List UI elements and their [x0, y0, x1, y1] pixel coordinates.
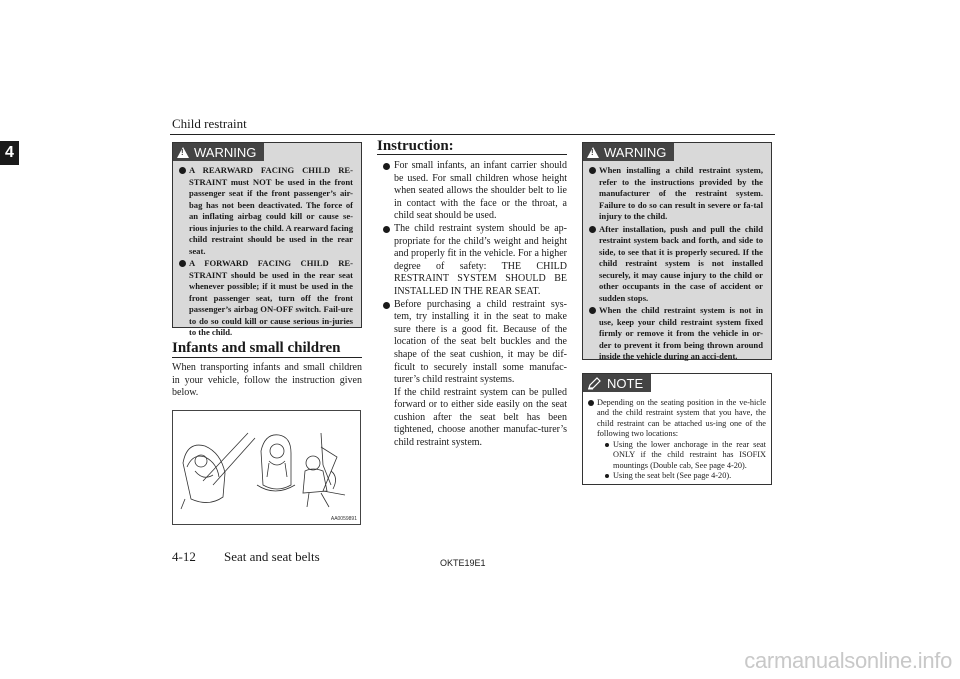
- note-box: [582, 373, 772, 485]
- bullet-icon: [179, 260, 186, 267]
- list-item: Before purchasing a child restraint sys-tem, try installing it in the seat to make sure there is a good fit. Because of the location of the seat belt buckles and the shape of the seat cushion, it may be dif-ficult to securely install some manufac-turer’s child restraint systems.: [380, 299, 567, 387]
- section-rule: [172, 357, 362, 358]
- warning-title: WARNING: [604, 144, 667, 160]
- list-item: When the child restraint system is not in use, keep your child restraint system fixed firmly or remove it from the vehicle in or-der to prevent it from being thrown around inside the vehicle during an acci-dent.: [583, 305, 771, 363]
- bullet-icon: [383, 302, 390, 309]
- child-seat-illustration: [172, 410, 361, 525]
- bullet-icon: [589, 226, 596, 233]
- infants-paragraph: When transporting infants and small children in your vehicle, follow the instruction given below.: [172, 362, 362, 399]
- warning-header: [583, 143, 674, 161]
- warning-title: WARNING: [194, 144, 257, 160]
- instruction-continuation: If the child restraint system can be pulled forward or to either side easily on the seat cushion after the seat belt has been tightened, choose another manufac-turer’s child restraint system.: [394, 386, 567, 449]
- warning-icon: [177, 147, 189, 158]
- footer-chapter-title: Seat and seat belts: [224, 549, 320, 564]
- sub-bullet-icon: [605, 443, 609, 447]
- sub-list-item: Using the lower anchorage in the rear seat ONLY if the child restraint has ISOFIX mountings (Double cab, See page 4-20).: [583, 440, 771, 471]
- warning-body: [173, 165, 361, 340]
- sub-bullet-icon: [605, 474, 609, 478]
- warning-icon: [587, 147, 599, 158]
- sub-list-item: Using the seat belt (See page 4-20).: [583, 471, 771, 481]
- left-warning-box: [172, 142, 362, 337]
- bullet-icon: [588, 400, 594, 406]
- bullet-icon: [383, 163, 390, 170]
- list-item: For small infants, an infant carrier should be used. For small children whose height when seated allows the shoulder belt to lie in contact with the face or the throat, a child seat should be used.: [380, 160, 567, 223]
- watermark: carmanualsonline.info: [744, 648, 952, 673]
- list-item: A FORWARD FACING CHILD RE-STRAINT should be used in the rear seat whenever possible; if it must be used in the front passenger seat, turn off the front passenger’s airbag ON-OFF switch. Fail-ure to do so could kill or cause serious in-juries to the child.: [173, 258, 361, 339]
- header-rule: [170, 134, 775, 135]
- bullet-icon: [179, 167, 186, 174]
- section-rule: [377, 154, 567, 155]
- footer-page-number: 4-12: [172, 549, 196, 564]
- note-title: NOTE: [607, 375, 644, 391]
- bullet-icon: [589, 167, 596, 174]
- list-item: Depending on the seating position in the ve-hicle and the child restraint system that you have, the child restraint can be attached us-ing one of the following two locations:: [583, 398, 771, 439]
- note-header: [583, 374, 651, 392]
- section-title: Child restraint: [172, 116, 247, 131]
- bullet-icon: [589, 307, 596, 314]
- instruction-text: [380, 160, 567, 450]
- list-item: When installing a child restraint system, refer to the instructions provided by the manufacturer of the restraint system. Failure to do so can result in severe or fa-tal injury to the child.: [583, 165, 771, 223]
- figure-label: AA0059891: [330, 516, 357, 522]
- note-body: [583, 398, 771, 481]
- note-pencil-icon: [587, 377, 601, 390]
- section-heading-infants: Infants and small children: [172, 340, 341, 356]
- warning-header: [173, 143, 264, 161]
- list-item: A REARWARD FACING CHILD RE-STRAINT must NOT be used in the front passenger seat if the front passenger’s air-bag has not been deactivated. The force of an inflating airbag could kill or cause se-rious injuries to the child. A rearward facing child restraint should be used in the rear seat.: [173, 165, 361, 257]
- chapter-tab: 4: [0, 141, 19, 165]
- list-item: The child restraint system should be ap-propriate for the child’s weight and height and properly fit in the vehicle. For a higher degree of safety: THE CHILD RESTRAINT SYSTEM SHOULD BE INSTALLED IN THE REAR SEAT.: [380, 223, 567, 299]
- warning-body: [583, 165, 771, 364]
- section-heading-instruction: Instruction:: [377, 138, 454, 154]
- child-seat-drawing: [173, 411, 360, 524]
- footer-doc-code: OKTE19E1: [440, 558, 486, 568]
- right-warning-box: [582, 142, 772, 360]
- list-item: After installation, push and pull the child restraint system back and forth, and side to side, to see that it is properly secured. If the child restraint system is not installed securely, it may cause injury to the child or other occupants in the case of accident or sudden stops.: [583, 224, 771, 305]
- bullet-icon: [383, 226, 390, 233]
